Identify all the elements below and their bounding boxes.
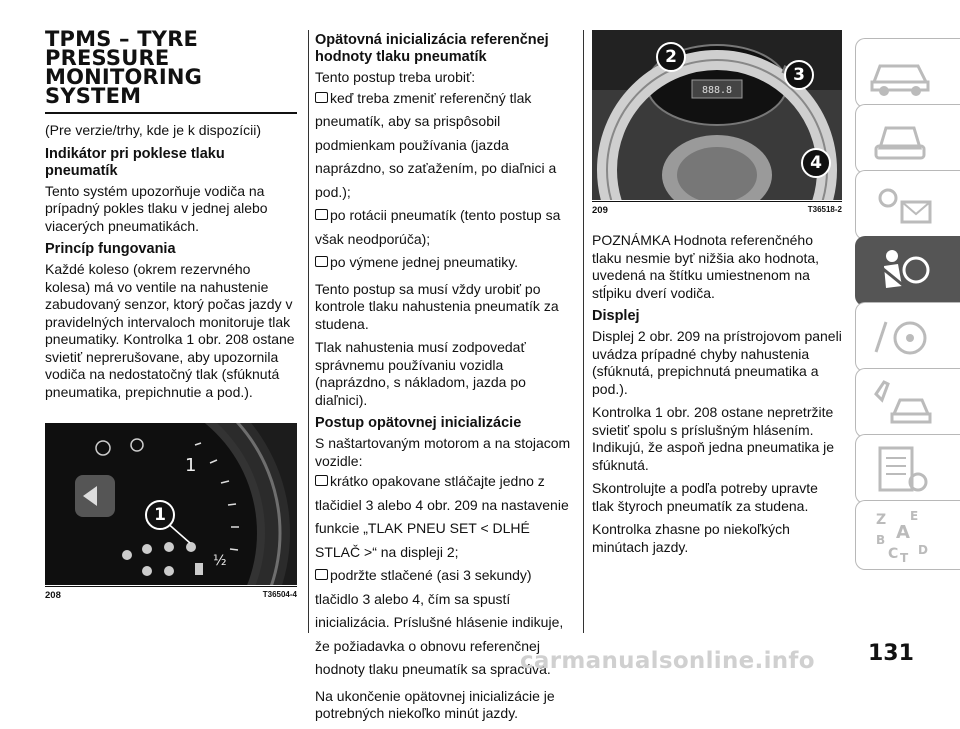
tab-warning-lights[interactable] <box>855 170 960 240</box>
airbag-seatbelt-icon <box>866 242 936 300</box>
callout-3: 3 <box>784 60 814 90</box>
bullet-item: po rotácii pneumatík (tento postup sa však neodporúča); <box>315 207 561 247</box>
heading-indicator: Indikátor pri poklese tlaku pneumatík <box>45 145 225 179</box>
paragraph-end: Na ukončenie opätovnej inicializácie je potrebných niekoľko minút jazdy. <box>315 687 555 721</box>
heading-reinit: Opätovná inicializácia referenčnej hodnoty tlaku pneumatík <box>315 32 549 65</box>
paragraph-display-4: Kontrolka zhasne po niekoľkých minútach jazdy. <box>592 521 790 555</box>
column-middle <box>315 30 577 729</box>
bullet-box-icon <box>315 209 328 220</box>
column-left <box>45 27 297 601</box>
tab-specs[interactable] <box>855 434 960 504</box>
tab-steering-wheel[interactable] <box>855 302 960 372</box>
index-letters-icon <box>866 506 936 564</box>
tab-safety-airbag[interactable] <box>855 236 960 306</box>
index-letter: E <box>910 509 919 523</box>
warning-lights-icon <box>866 176 936 234</box>
index-letter: T <box>900 551 909 564</box>
heading-display: Displej <box>592 308 640 324</box>
bullet-box-icon <box>315 256 328 267</box>
figure-209-steering-wheel <box>592 30 842 200</box>
callout-4: 4 <box>801 148 831 178</box>
figure-208-instrument-cluster <box>45 423 297 585</box>
steering-wheel-illustration <box>592 30 842 200</box>
paragraph-engine: S naštartovaným motorom a na stojacom vozidle: <box>315 435 571 469</box>
paragraph-display-1: Displej 2 obr. 209 na prístrojovom paneli uvádza prípadné chyby nahustenia (sfúknutá, prepichnutá pneumatika a pod.). <box>592 328 842 397</box>
bullet-item: keď treba zmeniť referenčný tlak pneumatík, aby sa prispôsobil podmienkam používania (jazda naprázdno, so zaťažením, po diaľnici a pod.); <box>315 89 557 200</box>
paragraph-reinit-intro: Tento postup treba urobiť: <box>315 69 476 85</box>
bullet-box-icon <box>315 475 328 486</box>
steering-wheel-icon <box>866 308 936 366</box>
callout-2: 2 <box>656 42 686 72</box>
tab-breakdown[interactable] <box>855 368 960 438</box>
step-item: podržte stlačené (asi 3 sekundy) tlačidlo 3 alebo 4, čím sa spustí inicializácia. Príslušné hlásenie indikuje, že požiadavka o obnovu referenčnej hodnoty tlaku pneumatík sa spracúva. <box>315 567 564 677</box>
paragraph-display-3: Skontrolujte a podľa potreby upravte tlak štyroch pneumatík za studena. <box>592 480 818 514</box>
paragraph-note: POZNÁMKA Hodnota referenčného tlaku nesmie byť nižšia ako hodnota, uvedená na štítku umiestnenom na stĺpiku dverí vodiča. <box>592 232 820 301</box>
specs-list-icon <box>866 440 936 498</box>
column-divider-1 <box>308 30 309 633</box>
watermark: carmanualsonline.info <box>520 648 815 674</box>
breakdown-car-icon <box>866 374 936 432</box>
heading-procedure: Postup opätovnej inicializácie <box>315 415 522 431</box>
car-outline-icon <box>866 44 936 102</box>
paragraph-pressure: Tlak nahustenia musí zodpovedať správnemu používaniu vozidla (naprázdno, s nákladom, jazda po diaľnici). <box>315 339 526 408</box>
index-letter: D <box>918 543 928 557</box>
figure-208-caption: 208 T36504-4 <box>45 586 297 601</box>
bullet-box-icon <box>315 92 328 103</box>
index-letter: Z <box>876 512 887 528</box>
heading-principle: Princíp fungovania <box>45 241 176 257</box>
svg-text:1: 1 <box>185 455 197 476</box>
svg-text:½: ½ <box>213 553 227 569</box>
svg-text:888.8: 888.8 <box>701 85 733 96</box>
car-front-icon <box>866 110 936 168</box>
index-letter: C <box>888 546 899 562</box>
tab-car-front[interactable] <box>855 104 960 174</box>
bullet-box-icon <box>315 569 328 580</box>
section-title: TPMS – TYRE PRESSURE MONITORING SYSTEM <box>45 27 203 108</box>
index-letter: A <box>896 522 910 543</box>
index-letter: B <box>876 533 886 547</box>
paragraph-indicator: Tento systém upozorňuje vodiča na prípadný pokles tlaku v jednej alebo viacerých pneumatikách. <box>45 182 268 234</box>
paragraph-principle: Každé koleso (okrem rezervného kolesa) má vo ventile na nahustenie zabudovaný senzor, ktorý počas jazdy v pravidelných intervaloch monitoruje tlak pneumatiky. Kontrolka 1 obr. 208 ostane svietiť neprerušovane, aby upozornila vodiča na nedostatočný tlak (sfúknutá pneumatika, prepichnutie a pod.). <box>45 261 295 400</box>
intro-text: (Pre verzie/trhy, kde je k dispozícii) <box>45 122 262 138</box>
title-rule <box>45 112 297 114</box>
column-divider-2 <box>583 30 584 633</box>
page-number: 131 <box>868 641 914 666</box>
paragraph-display-2: Kontrolka 1 obr. 208 ostane nepretržite svietiť spolu s príslušným hlásením. Indikujú, že aspoň jedna pneumatika je sfúknutá. <box>592 404 835 473</box>
step-item: krátko opakovane stláčajte jedno z tlačidiel 3 alebo 4 obr. 209 na nastavenie funkcie „TLAK PNEU SET < DLHÉ STLAČ >“ na displeji 2; <box>315 473 569 560</box>
column-right <box>592 30 842 562</box>
figure-209-caption: 209 T36518-2 <box>592 201 842 216</box>
paragraph-cold: Tento postup sa musí vždy urobiť po kontrole tlaku nahustenia pneumatík za studena. <box>315 280 559 332</box>
callout-1: 1 <box>145 500 175 530</box>
tab-index[interactable] <box>855 500 960 570</box>
tab-car-outline[interactable] <box>855 38 960 108</box>
bullet-item: po výmene jednej pneumatiky. <box>315 251 577 275</box>
